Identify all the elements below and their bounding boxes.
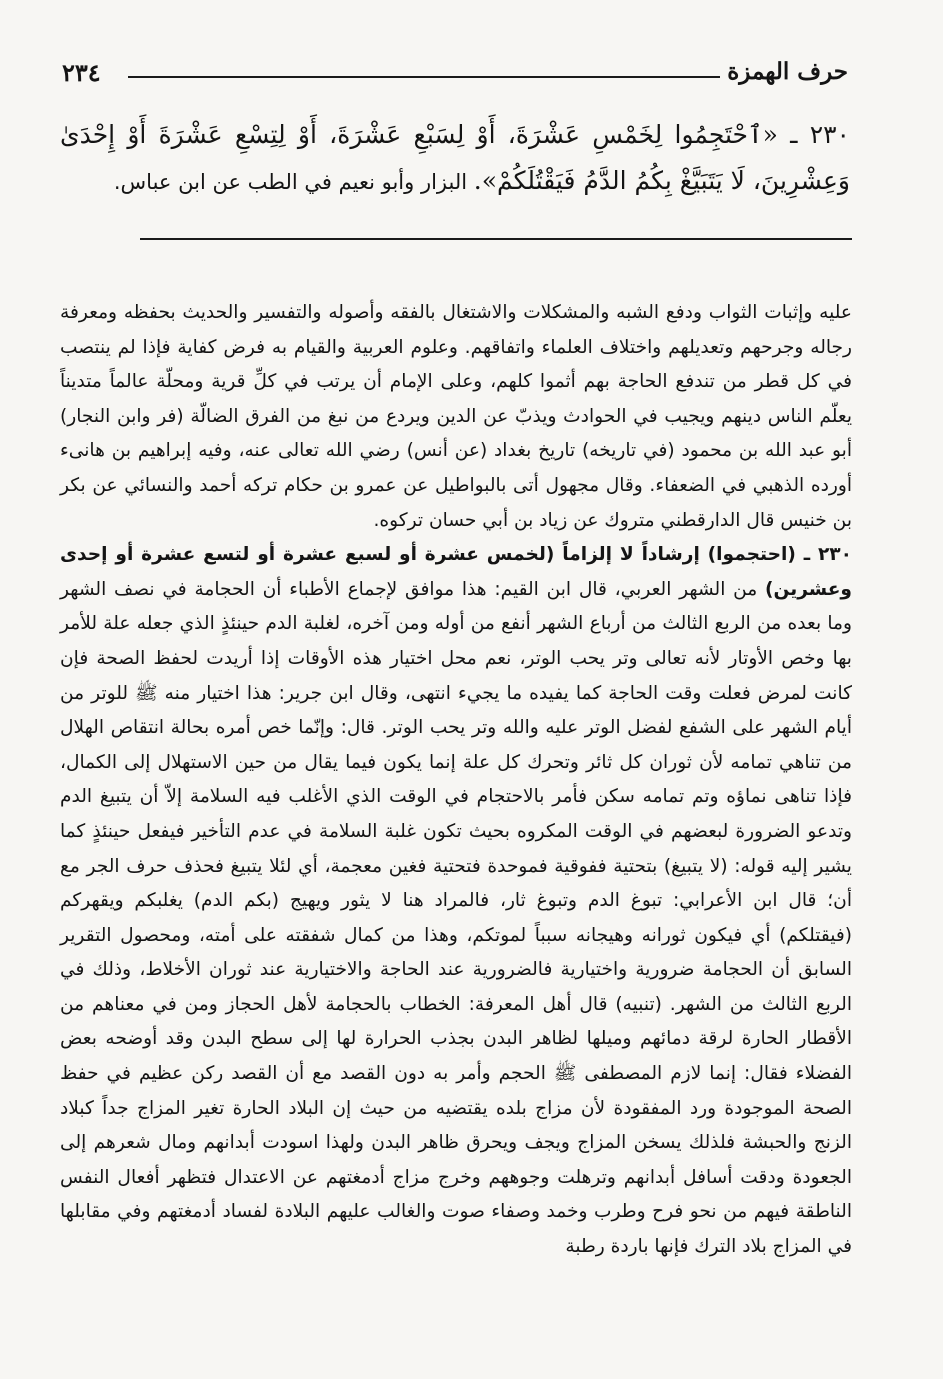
hadith-text: ٢٣٠ ـ «ٱحْتَجِمُوا لِخَمْسِ عَشْرَةَ، أَوْ لِسَبْعِ عَشْرَةَ، أَوْ لِتِسْعِ عَشْرَةَ أَوْ إِحْدَىٰ وَعِشْرِينَ، لَا يَتَبَيَّغْ بِكُمُ الدَّمُ فَيَقْتُلَكُمْ». [60, 120, 850, 195]
hadith-text-block [60, 112, 850, 205]
commentary-block [60, 296, 852, 1265]
section-divider [140, 238, 852, 240]
commentary-body: من الشهر العربي، قال ابن القيم: هذا موافق لإجماع الأطباء أن الحجامة في نصف الشهر وما بعده من الربع الثالث من أرباع الشهر أنفع من أوله ومن آخره، لغلبة الدم حينئذٍ الذي جعله علة للأمر بها وخص الأوتار لأنه تعالى وتر يحب الوتر، نعم محل اختيار هذه الأوقات إذا أريدت لحفظ الصحة فإن كانت لمرض فعلت وقت الحاجة كما يفيده ما يجيء انتهى، وقال ابن جرير: هذا اختيار منه ﷺ للوتر من أيام الشهر على الشفع لفضل الوتر عليه والله وتر يحب الوتر. قال: وإنّما خص أمره بحالة انتقاص الهلال من تناهي تمامه لأن ثوران كل ثائر وتحرك كل علة إنما يكون فيما يقال من حين الاستهلال إلى الكمال، فإذا تناهى نماؤه وتم تمامه سكن فأمر بالاحتجام في الوقت الذي الأغلب فيه السلامة إلاّ أن يتبيغ الدم وتدعو الضرورة لبعضهم في الوقت المكروه بحيث تكون غلبة السلامة في عدم التأخير فيفعل حينئذٍ كما يشير إليه قوله: (لا يتبيغ) بتحتية ففوقية فموحدة فتحتية فغين معجمة، أي لئلا يتبيغ فحذف حرف الجر مع أن؛ قال ابن الأعرابي: تبوغ الدم وتبوغ ثار، فالمراد هنا لا يثور ويهيج (بكم الدم) يغلبكم ويقهركم (فيقتلكم) أي فيكون ثورانه وهيجانه سبباً لموتكم، وهذا من كمال شفقته على أمته، ومحصول التقرير السابق أن الحجامة ضرورية واختيارية فالضرورية عند الحاجة والاختيارية عند ثوران الأخلاط، وذلك في الربع الثالث من الشهر. (تنبيه) قال أهل المعرفة: الخطاب بالحجامة لأهل الحجاز ومن في معناهم من الأقطار الحارة لرقة دمائهم وميلها لظاهر البدن بجذب الحرارة لها إلى سطح البدن وقد أوضحه بعض الفضلاء فقال: إنما لازم المصطفى ﷺ الحجم وأمر به دون القصد مع أن القصد ركن عظيم في حفظ الصحة الموجودة ورد المفقودة لأن مزاج بلده يقتضيه من حيث إن البلاد الحارة تغير المزاج جداً كبلاد الزنج والحبشة فلذلك يسخن المزاج ويجف ويحرق ظاهر البدن ولهذا اسودت أبدانهم ومال شعرهم إلى الجعودة ودقت أسافل أبدانهم وترهلت وجوههم وخرج مزاج أدمغتهم عن الاعتدال فتظهر أفعال النفس الناطقة فيهم من نحو فرح وطرب وخمد وصفاء صوت والغالب عليهم البلادة لفساد أدمغتهم وفي مقابلها في المزاج بلاد الترك فإنها باردة رطبة [60, 578, 852, 1258]
section-title: حرف الهمزة [727, 58, 848, 85]
commentary-lead: ٢٣٠ ـ (احتجموا) إرشاداً لا إلزاماً (لخمس عشرة أو لسبع عشرة أو لتسع عشرة أو إحدى وعشرين) [60, 544, 852, 600]
page-header [62, 58, 848, 92]
page-number: ٢٣٤ [62, 58, 101, 87]
header-rule [128, 76, 720, 78]
commentary-paragraph-2 [60, 538, 852, 1264]
hadith-source: البزار وأبو نعيم في الطب عن ابن عباس. [113, 170, 474, 194]
commentary-paragraph-1: عليه وإثبات الثواب ودفع الشبه والمشكلات والاشتغال بالفقه وأصوله والتفسير والحديث بحفظه ومعرفة رجاله وجرحهم وتعديلهم واختلاف العلماء واتفاقهم. وعلوم العربية والقيام به فرض كفاية فإذا لم ينتصب في كل قطر من تندفع الحاجة بهم أثموا كلهم، وعلى الإمام أن يرتب في كلِّ قرية ومحلّة عالماً متديناً يعلّم الناس دينهم ويجيب في الحوادث ويذبّ عن الدين ويردع من نبغ من الفرق الضالّة (فر وابن النجار) أبو عبد الله بن محمود (في تاريخه) تاريخ بغداد (عن أنس) رضي الله تعالى عنه، وفيه إبراهيم بن هانىء أورده الذهبي في الضعفاء. وقال مجهول أتى بالبواطيل عن عمرو بن حكام تركه أحمد والنسائي عن بكر بن خنيس قال الدارقطني متروك عن زياد بن أبي حسان تركوه. [60, 302, 852, 531]
